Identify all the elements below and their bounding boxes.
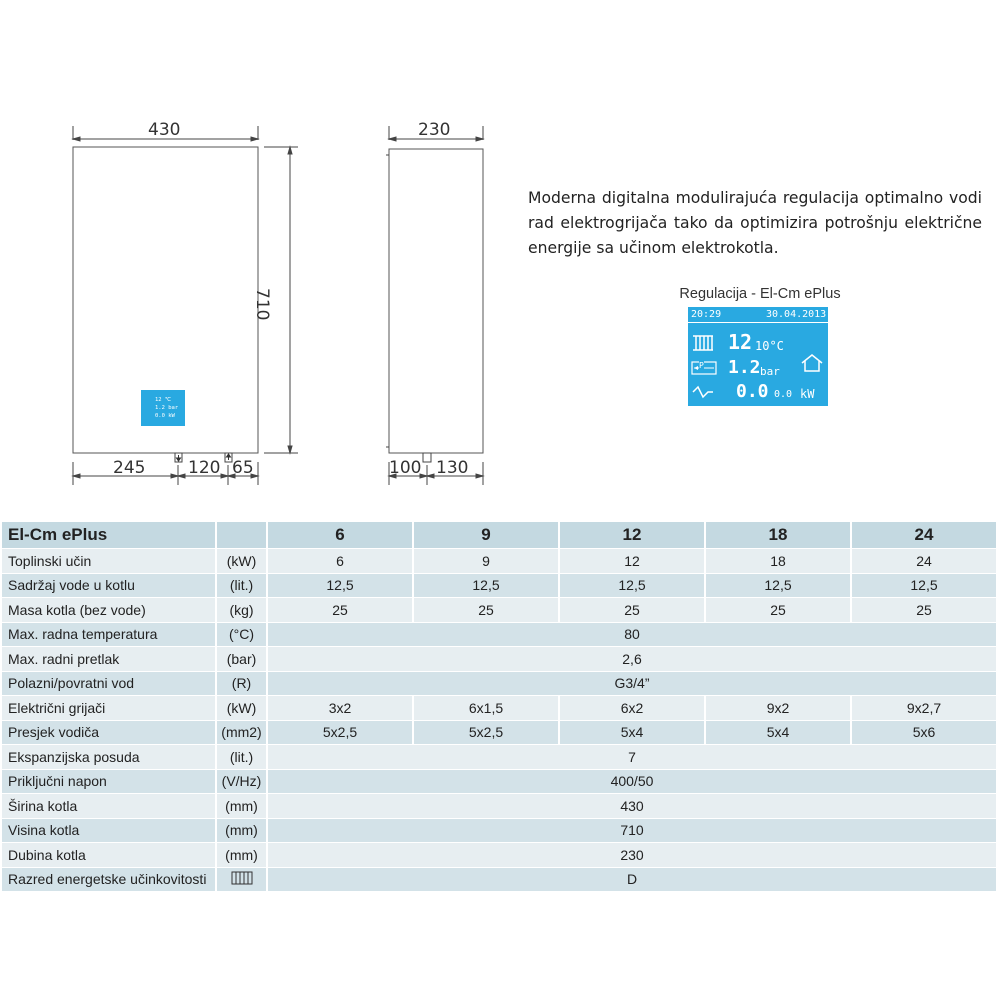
side-boiler-body (389, 149, 483, 453)
right-offset-label: 65 (232, 458, 254, 478)
row-unit (217, 868, 266, 893)
row-label: Visina kotla (2, 819, 215, 844)
row-unit: (kW) (217, 549, 266, 574)
display-date: 30.04.2013. (766, 309, 833, 320)
table-row (2, 623, 996, 648)
table-cell: 25 (268, 598, 412, 623)
row-unit: (bar) (217, 647, 266, 672)
row-label: Širina kotla (2, 794, 215, 819)
left-offset-label: 245 (113, 458, 146, 478)
model-header: 9 (414, 522, 558, 549)
table-row (2, 843, 996, 868)
dimension-drawing (0, 0, 520, 500)
table-cell: 25 (852, 598, 996, 623)
table-row (2, 794, 996, 819)
table-title: El-Cm ePlus (2, 522, 215, 549)
display-power-value: 0.0 (736, 381, 769, 402)
table-cell-span: 400/50 (268, 770, 996, 795)
wave-icon (692, 385, 714, 399)
table-cell: 5x2,5 (414, 721, 558, 746)
front-height-label: 710 (252, 288, 272, 321)
row-unit: (kW) (217, 696, 266, 721)
row-label: Električni grijači (2, 696, 215, 721)
table-cell-span: G3/4” (268, 672, 996, 697)
model-header: 12 (560, 522, 704, 549)
pump-icon (691, 361, 717, 375)
table-row (2, 745, 996, 770)
table-cell: 12,5 (268, 574, 412, 599)
row-unit: (mm) (217, 843, 266, 868)
model-header: 6 (268, 522, 412, 549)
display-time: 20:29 (691, 309, 722, 320)
table-cell: 5x2,5 (268, 721, 412, 746)
table-cell: 25 (414, 598, 558, 623)
table-row (2, 696, 996, 721)
table-cell: 9 (414, 549, 558, 574)
table-cell-span: 2,6 (268, 647, 996, 672)
radiator-icon (231, 871, 253, 885)
table-row (2, 647, 996, 672)
row-label: Sadržaj vode u kotlu (2, 574, 215, 599)
side-depth-label: 230 (418, 120, 451, 140)
house-icon (800, 353, 824, 373)
row-label: Max. radni pretlak (2, 647, 215, 672)
table-cell: 18 (706, 549, 850, 574)
table-cell-span: 7 (268, 745, 996, 770)
display-pressure-value: 1.2 (728, 357, 761, 378)
unit-column-header (217, 522, 266, 549)
table-cell: 5x6 (852, 721, 996, 746)
table-header-row (2, 522, 996, 549)
display-pump-label: P (699, 361, 704, 370)
table-row (2, 868, 996, 893)
side-connector (423, 453, 431, 462)
table-cell: 25 (560, 598, 704, 623)
connector-spacing-label: 120 (188, 458, 221, 478)
table-cell: 12 (560, 549, 704, 574)
table-cell: 9x2 (706, 696, 850, 721)
table-row (2, 819, 996, 844)
table-row (2, 721, 996, 746)
display-pressure-unit: bar (760, 365, 780, 378)
model-header: 24 (852, 522, 996, 549)
front-width-label: 430 (148, 120, 181, 140)
table-cell: 5x4 (560, 721, 704, 746)
row-label: Presjek vodiča (2, 721, 215, 746)
row-label: Toplinski učin (2, 549, 215, 574)
table-cell: 12,5 (414, 574, 558, 599)
table-row (2, 672, 996, 697)
row-label: Ekspanzijska posuda (2, 745, 215, 770)
row-unit: (lit.) (217, 745, 266, 770)
table-cell-span: D (268, 868, 996, 893)
row-label: Priključni napon (2, 770, 215, 795)
table-cell: 9x2,7 (852, 696, 996, 721)
radiator-icon (692, 334, 714, 352)
display-power-unit: kW (800, 387, 815, 401)
row-label: Dubina kotla (2, 843, 215, 868)
table-cell: 5x4 (706, 721, 850, 746)
table-cell: 12,5 (560, 574, 704, 599)
table-cell: 6x2 (560, 696, 704, 721)
row-unit: (mm) (217, 819, 266, 844)
row-unit: (R) (217, 672, 266, 697)
table-cell-span: 80 (268, 623, 996, 648)
table-cell: 12,5 (852, 574, 996, 599)
display-power-small: 0.0 (774, 389, 793, 400)
table-row (2, 549, 996, 574)
row-unit: (mm2) (217, 721, 266, 746)
row-label: Masa kotla (bez vode) (2, 598, 215, 623)
row-unit: (lit.) (217, 574, 266, 599)
table-row (2, 770, 996, 795)
table-cell: 3x2 (268, 696, 412, 721)
display-temp-value: 12 (728, 330, 753, 354)
regulation-description: Moderna digitalna modulirajuća regulacija optimalno vodi rad elektrogrijača tako da optimizira potrošnju električne energije sa učinom elektrokotla. (528, 189, 982, 257)
row-label: Max. radna temperatura (2, 623, 215, 648)
display-temp-unit: 10°C (755, 339, 784, 353)
table-cell-span: 430 (268, 794, 996, 819)
side-offset-a-label: 100 (389, 458, 422, 478)
row-unit: (V/Hz) (217, 770, 266, 795)
regulation-display (688, 307, 833, 406)
model-header: 18 (706, 522, 850, 549)
table-cell: 25 (706, 598, 850, 623)
table-cell: 6x1,5 (414, 696, 558, 721)
row-unit: (°C) (217, 623, 266, 648)
row-label: Razred energetske učinkovitosti (2, 868, 215, 893)
side-offset-b-label: 130 (436, 458, 469, 478)
regulation-title: Regulacija - El-Cm ePlus (679, 286, 841, 302)
table-cell-span: 710 (268, 819, 996, 844)
table-row (2, 598, 996, 623)
table-cell: 24 (852, 549, 996, 574)
table-cell: 12,5 (706, 574, 850, 599)
display-divider (688, 322, 828, 323)
table-row (2, 574, 996, 599)
table-cell: 6 (268, 549, 412, 574)
row-unit: (kg) (217, 598, 266, 623)
table-cell-span: 230 (268, 843, 996, 868)
row-label: Polazni/povratni vod (2, 672, 215, 697)
row-unit: (mm) (217, 794, 266, 819)
front-display-text: 12 ℃ 1.2 bar 0.0 kW (155, 397, 179, 419)
specification-table (0, 522, 998, 892)
